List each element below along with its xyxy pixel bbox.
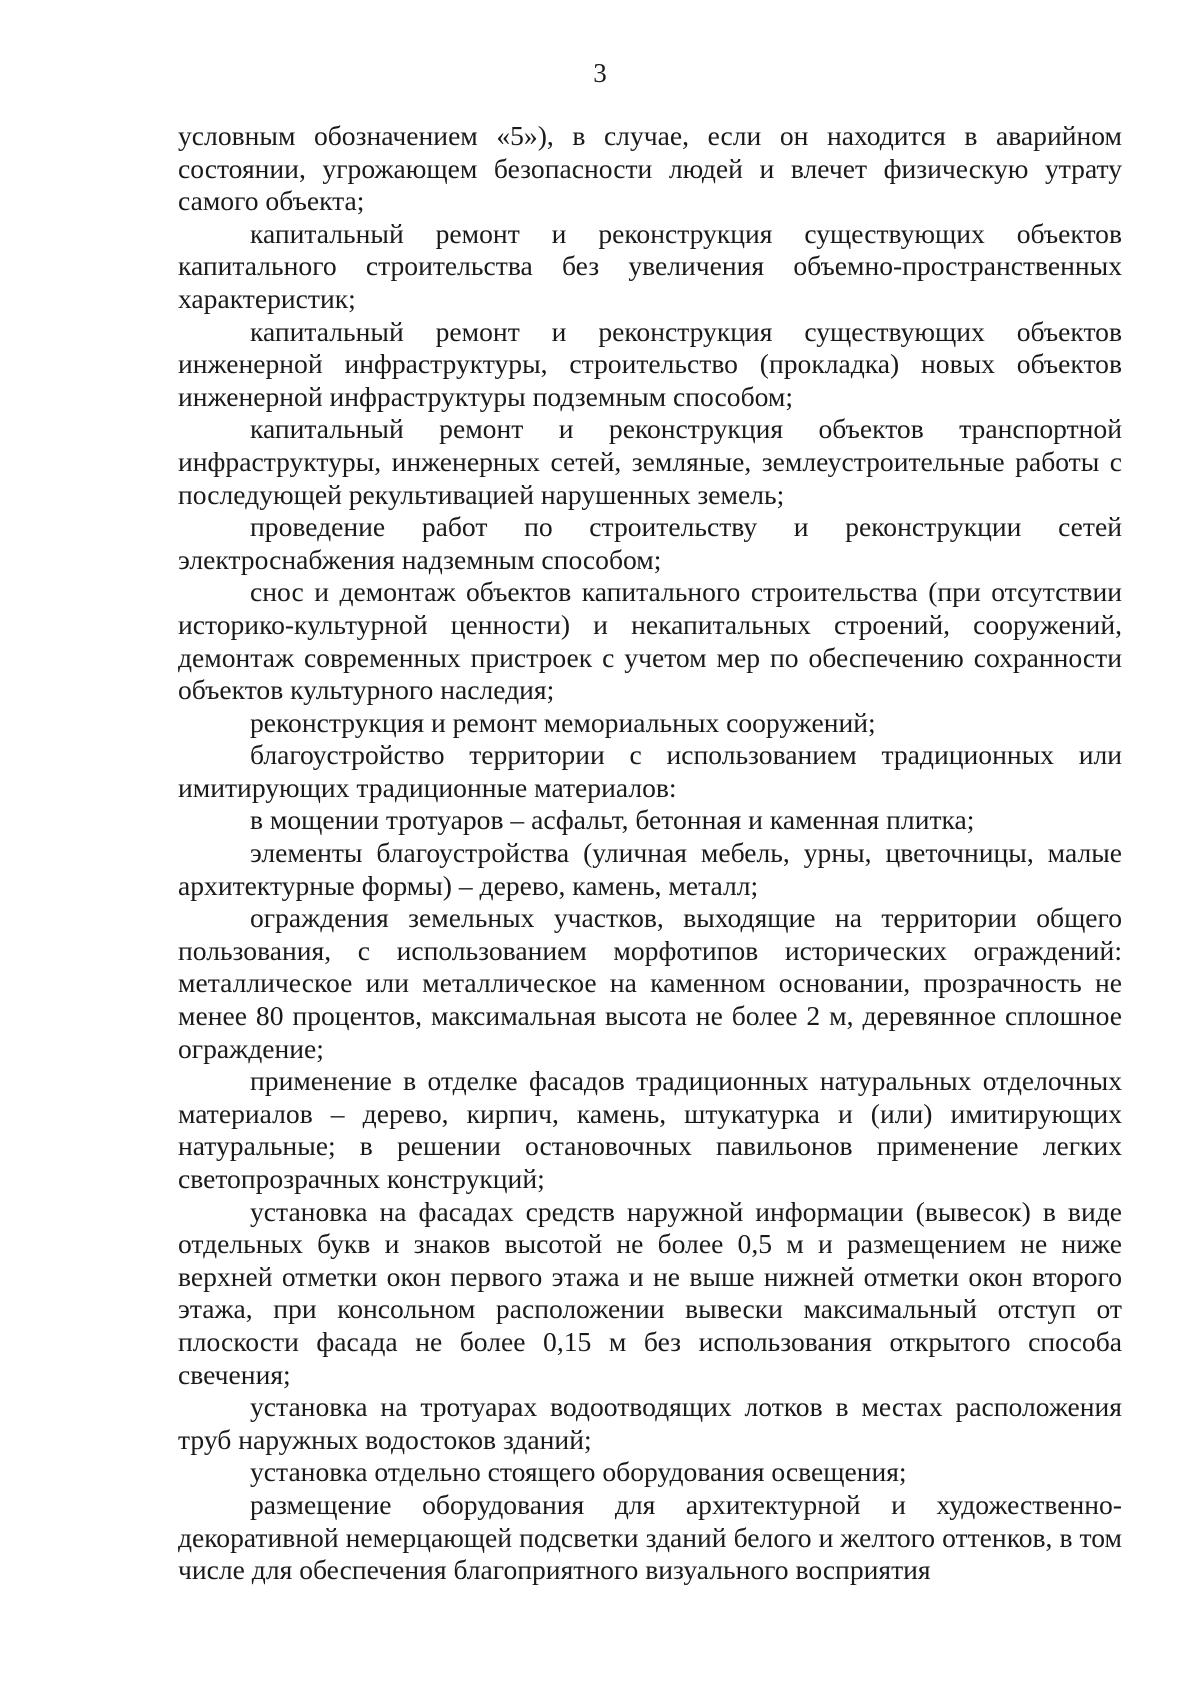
paragraph: в мощении тротуаров – асфальт, бетонная и каменная плитка; (250, 804, 975, 836)
paragraph: капитальный ремонт и реконструкция существующих объектов инженерной инфраструктуры, строительство (прокладка) новых объектов инженерной инфраструктуры подземным способом; (178, 315, 1122, 412)
paragraph: капитальный ремонт и реконструкция объектов транспортной инфраструктуры, инженерных сетей, земляные, землеустроительные работы с последующей рекультивацией нарушенных земель; (178, 413, 1122, 510)
paragraph: ограждения земельных участков, выходящие на территории общего пользования, с использованием морфотипов исторических ограждений: металлическое или металлическое на каменном основании, прозрачность не менее 80 процентов, максимальная высота не более 2 м, деревянное сплошное ограждение; (178, 902, 1122, 1064)
document-body (178, 120, 1122, 1587)
paragraph: установка на фасадах средств наружной информации (вывесок) в виде отдельных букв и знаков высотой не более 0,5 м и размещением не ниже верхней отметки окон первого этажа и не выше нижней отметки окон второго этажа, при консольном расположении вывески максимальный отступ от плоскости фасада не более 0,15 м без использования открытого способа свечения; (178, 1195, 1122, 1390)
paragraph: благоустройство территории с использованием традиционных или имитирующих традиционные материалов: (178, 739, 1122, 803)
paragraph: проведение работ по строительству и реконструкции сетей электроснабжения надземным способом; (178, 511, 1122, 575)
paragraph: капитальный ремонт и реконструкция существующих объектов капитального строительства без увеличения объемно-пространственных характеристик; (178, 217, 1122, 314)
paragraph: установка отдельно стоящего оборудования освещения; (250, 1456, 907, 1488)
paragraph-continuation: условным обозначением «5»), в случае, если он находится в аварийном состоянии, угрожающем безопасности людей и влечет физическую утрату самого объекта; (178, 120, 1122, 217)
paragraph: установка на тротуарах водоотводящих лотков в местах расположения труб наружных водостоков зданий; (178, 1391, 1122, 1455)
page-number: 3 (593, 58, 607, 88)
paragraph: размещение оборудования для архитектурной и художественно-декоративной немерцающей подсветки зданий белого и желтого оттенков, в том числе для обеспечения благоприятного визуального восприятия (178, 1488, 1122, 1586)
paragraph: применение в отделке фасадов традиционных натуральных отделочных материалов – дерево, кирпич, камень, штукатурка и (или) имитирующих натуральные; в решении остановочных павильонов применение легких светопрозрачных конструкций; (178, 1065, 1122, 1194)
paragraph: снос и демонтаж объектов капитального строительства (при отсутствии историко-культурной ценности) и некапитальных строений, сооружений, демонтаж современных пристроек с учетом мер по обеспечению сохранности объектов культурного наследия; (178, 576, 1122, 706)
paragraph: элементы благоустройства (уличная мебель, урны, цветочницы, малые архитектурные формы) – дерево, камень, металл; (178, 837, 1122, 901)
paragraph: реконструкция и ремонт мемориальных сооружений; (250, 706, 876, 738)
